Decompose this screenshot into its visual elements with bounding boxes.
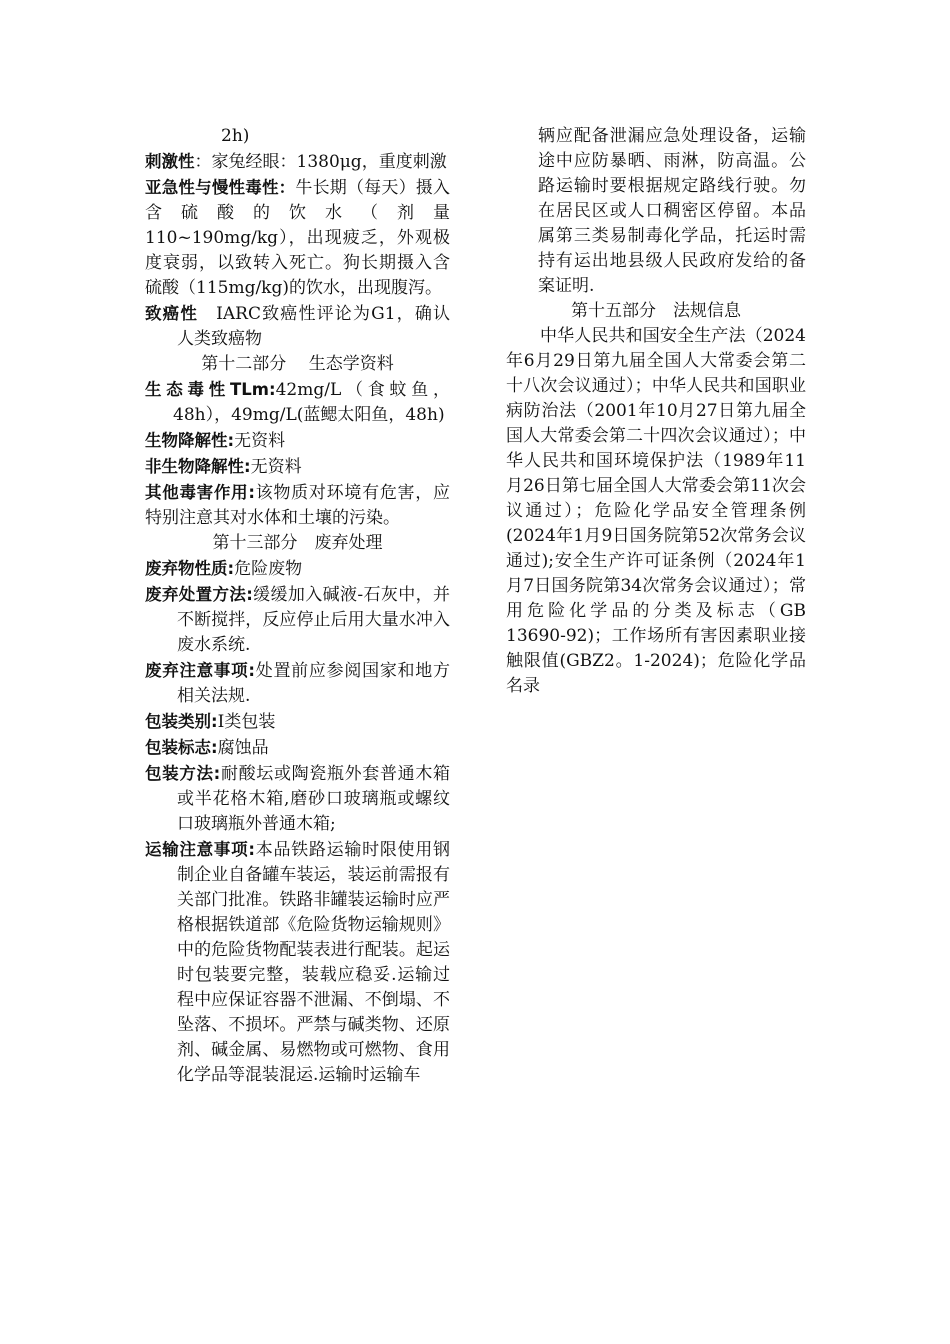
waste-method-text: 缓缓加入碱液-石灰中，并不断搅拌，反应停止后用大量水冲入废水系统. bbox=[177, 585, 450, 655]
ecotoxicity-text: 42mg/L（食蚊鱼，48h），49mg/L(蓝鳃太阳鱼，48h) bbox=[173, 380, 450, 425]
transport-text: 本品铁路运输时限使用钢制企业自备罐车装运，装运前需报有关部门批准。铁路非罐装运输时应严格根据铁道部《危险货物运输规则》中的危险货物配装表进行配装。起运时包装要完整，装载应稳妥.运输过程中应保证容器不泄漏、不倒塌、不坠落、不损坏。严禁与碱类物、还原剂、碱金属、易燃物或可燃物、食用化学品等混装混运.运输时运输车 bbox=[177, 840, 451, 1085]
section-13-heading: 第十三部分 废弃处理 bbox=[212, 533, 383, 553]
non-biodegradability-label: 非生物降解性: bbox=[145, 457, 251, 476]
other-harm-text: 该物质对环境有危害，应特别注意其对水体和土壤的污染。 bbox=[145, 483, 451, 528]
waste-nature-text: 危险废物 bbox=[234, 559, 303, 579]
chronic-toxicity-text: 牛长期（每天）摄入含硫酸的饮水（剂量110~190mg/kg），出现疲乏，外观极度衰弱，以致转入死亡。狗长期摄入含硫酸（115mg/kg)的饮水，出现腹泻。 bbox=[145, 178, 451, 298]
pack-mark-label: 包装标志: bbox=[145, 738, 218, 757]
carcinogenicity-text: IARC致癌性评论为G1，确认人类致癌物 bbox=[177, 304, 450, 349]
section-12-heading: 第十二部分 生态学资料 bbox=[201, 354, 394, 374]
biodegradability-label: 生物降解性: bbox=[145, 431, 235, 450]
section-15-heading: 第十五部分 法规信息 bbox=[571, 301, 741, 321]
non-biodegradability-entry bbox=[145, 454, 450, 480]
pack-mark-entry bbox=[145, 735, 450, 761]
transport-continued: 辆应配备泄漏应急处理设备，运输途中应防暴晒、雨淋，防高温。公路运输时要根据规定路线行驶。勿在居民区或人口稠密区停留。本品属第三类易制毒化学品，托运时需持有运出地县级人民政府发给的备案证明. bbox=[538, 126, 806, 296]
chronic-toxicity-label: 亚急性与慢性毒性： bbox=[145, 178, 296, 197]
ecotoxicity-label: 生态毒性TLm: bbox=[145, 380, 276, 399]
pack-method-text: 耐酸坛或陶瓷瓶外套普通木箱或半花格木箱,磨砂口玻璃瓶或螺纹口玻璃瓶外普通木箱; bbox=[177, 764, 450, 834]
right-column bbox=[506, 124, 806, 699]
ecotoxicity-entry bbox=[145, 377, 450, 428]
waste-method-label: 废弃处置方法: bbox=[145, 585, 253, 604]
waste-note-text: 处置前应参阅国家和地方相关法规. bbox=[177, 661, 451, 706]
waste-nature-label: 废弃物性质: bbox=[145, 559, 235, 578]
pack-class-entry bbox=[145, 709, 450, 735]
transport-label: 运输注意事项: bbox=[145, 840, 255, 859]
chronic-toxicity-entry bbox=[145, 175, 450, 301]
waste-note-entry bbox=[145, 658, 450, 709]
other-harm-label: 其他毒害作用: bbox=[145, 483, 255, 502]
transport-entry bbox=[145, 837, 450, 1088]
waste-nature-entry bbox=[145, 556, 450, 582]
continued-line: 2h) bbox=[221, 126, 250, 146]
non-biodegradability-text: 无资料 bbox=[250, 457, 302, 477]
biodegradability-text: 无资料 bbox=[234, 431, 286, 451]
irritation-text: ：家兔经眼：1380μg，重度刺激 bbox=[194, 152, 447, 172]
biodegradability-entry bbox=[145, 428, 450, 454]
waste-method-entry bbox=[145, 582, 450, 658]
left-column bbox=[145, 124, 450, 1088]
carcinogenicity-label: 致癌性 bbox=[145, 304, 198, 323]
regulations-text: 中华人民共和国安全生产法（2024年6月29日第九届全国人大常委会第二十八次会议通过）；中华人民共和国职业病防治法（2001年10月27日第九届全国人大常委会第二十四次会议通过）；中华人民共和国环境保护法（1989年11月26日第七届全国人大常委会第11次会议通过）；危险化学品安全管理条例(2024年1月9日国务院第52次常务会议通过);安全生产许可证条例（2024年1月7日国务院第34次常务会议通过）；常用危险化学品的分类及标志（GB 13690-92)；工作场所有害因素职业接触限值(GBZ2。1-2024)；危险化学品名录 bbox=[506, 326, 806, 696]
pack-method-label: 包装方法: bbox=[145, 764, 221, 783]
waste-note-label: 废弃注意事项: bbox=[145, 661, 255, 680]
carcinogenicity-entry bbox=[145, 301, 450, 352]
pack-class-text: Ⅰ类包装 bbox=[217, 712, 276, 732]
pack-mark-text: 腐蚀品 bbox=[217, 738, 269, 758]
other-harm-entry bbox=[145, 480, 450, 531]
irritation-entry bbox=[145, 149, 450, 175]
pack-method-entry bbox=[145, 761, 450, 837]
irritation-label: 刺激性 bbox=[145, 152, 195, 171]
pack-class-label: 包装类别: bbox=[145, 712, 218, 731]
